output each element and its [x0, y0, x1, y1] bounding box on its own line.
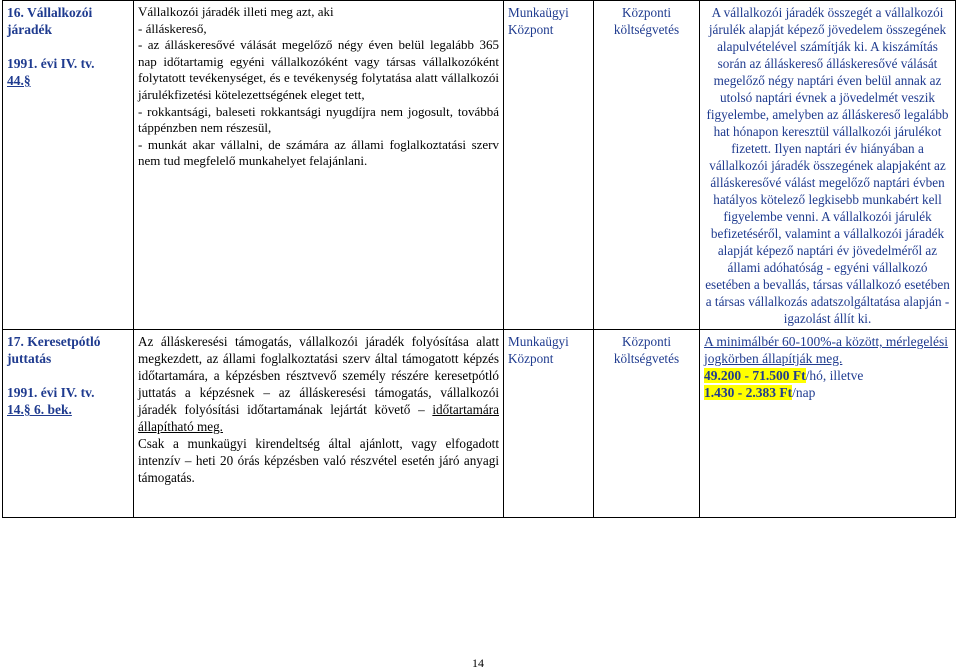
eligibility-line: Vállalkozói járadék illeti meg azt, aki — [138, 4, 334, 19]
administrator-text: Munkaügyi Központ — [508, 5, 569, 37]
monthly-amount-line — [704, 367, 951, 384]
benefit-title: 16. Vállalkozói járadék — [7, 5, 93, 37]
funding-cell — [594, 1, 700, 330]
eligibility-cell — [134, 330, 504, 518]
benefit-name-cell — [3, 1, 134, 330]
administrator-text: Munkaügyi Központ — [508, 334, 569, 366]
law-reference: 1991. évi IV. tv. — [7, 385, 95, 400]
daily-amount: 1.430 - 2.383 Ft — [704, 385, 793, 400]
benefits-table — [2, 0, 956, 518]
monthly-amount: 49.200 - 71.500 Ft — [704, 368, 806, 383]
eligibility-line: - álláskereső, — [138, 20, 207, 36]
monthly-suffix: /hó, illetve — [805, 368, 864, 383]
daily-suffix: /nap — [792, 385, 816, 400]
eligibility-cell — [134, 1, 504, 330]
page-number: 14 — [472, 656, 484, 670]
table-row — [3, 330, 956, 518]
law-reference: 1991. évi IV. tv. — [7, 56, 95, 71]
administrator-cell — [504, 1, 594, 330]
section-link[interactable]: 44.§ — [7, 73, 31, 88]
eligibility-paragraph: Csak a munkaügyi kirendeltség által ajánlott, vagy elfogadott intenzív – heti 20 órás képzésben való részvétel esetén járó anyagi támogatás. — [138, 436, 499, 485]
section-link[interactable]: 14.§ 6. bek. — [7, 402, 72, 417]
daily-amount-line — [704, 384, 951, 401]
eligibility-paragraph — [138, 333, 499, 435]
eligibility-line: - az álláskeresővé válását megelőző négy éven belül legalább 365 nap időtartamig egyéni vállalkozóként vagy társas vállalkozóként folytatott tevékenységet, és e tevékenység folytatása alatt vállalkozói járulékfizetési kötelezettségének eleget tett, — [138, 37, 499, 102]
funding-text: Központi költségvetés — [613, 334, 680, 366]
amount-text: A vállalkozói járadék összegét a vállalkozói járulék alapját képező jövedelem összegének alapulvételével számítják ki. A kiszámítás során az álláskereső álláskeresővé válását megelőző négy naptári éven belül annak az utolsó naptári évnek a jövedelmét veszik figyelembe, amelyben az álláskereső legalább hat hónapon keresztül vállalkozói járulékot fizetett. Ilyen naptári év hiányában a vállalkozói járadék összegének alapjaként az álláskeresővé válást megelőző naptári évben hatályos kötelező legkisebb munkabért kell figyelembe venni. A vállalkozói járulék befizetéséről, valamint a vállalkozói járadék alapját képező naptári év jövedelméről az állami adóhatóság - egyéni vállalkozó esetében a bevallás, társas vállalkozó esetében a társas vállalkozás adatszolgáltatása alapján - igazolást állít ki. — [705, 5, 950, 326]
benefit-name-cell — [3, 330, 134, 518]
benefit-title: 17. Keresetpótló juttatás — [7, 334, 101, 366]
amount-cell — [700, 330, 956, 518]
funding-cell — [594, 330, 700, 518]
amount-cell — [700, 1, 956, 330]
eligibility-text-underlined: időtartamára állapítható meg. — [138, 402, 499, 434]
funding-text: Központi költségvetés — [613, 5, 680, 37]
amount-intro: A minimálbér 60-100%-a között, mérlegelési jogkörben állapítják meg. — [704, 334, 949, 366]
administrator-cell — [504, 330, 594, 518]
table-row — [3, 1, 956, 330]
eligibility-line: - rokkantsági, baleseti rokkantsági nyugdíjra nem jogosult, továbbá táppénzben nem részesül, — [138, 103, 499, 136]
eligibility-text: Az álláskeresési támogatás, vállalkozói járadék folyósítása alatt megkezdett, az állami foglalkoztatási szerv által támogatott képzés időtartamára, a képzésben résztvevő személy részére keresetpótló juttatás a képzésnek – az álláskeresési támogatás, vállalkozói járadék folyósítási időtartamának lejártát követő – — [138, 334, 499, 417]
eligibility-line: - munkát akar vállalni, de számára az állami foglalkoztatási szerv nem tud megfelelő munkahelyet felajánlani. — [138, 136, 499, 169]
